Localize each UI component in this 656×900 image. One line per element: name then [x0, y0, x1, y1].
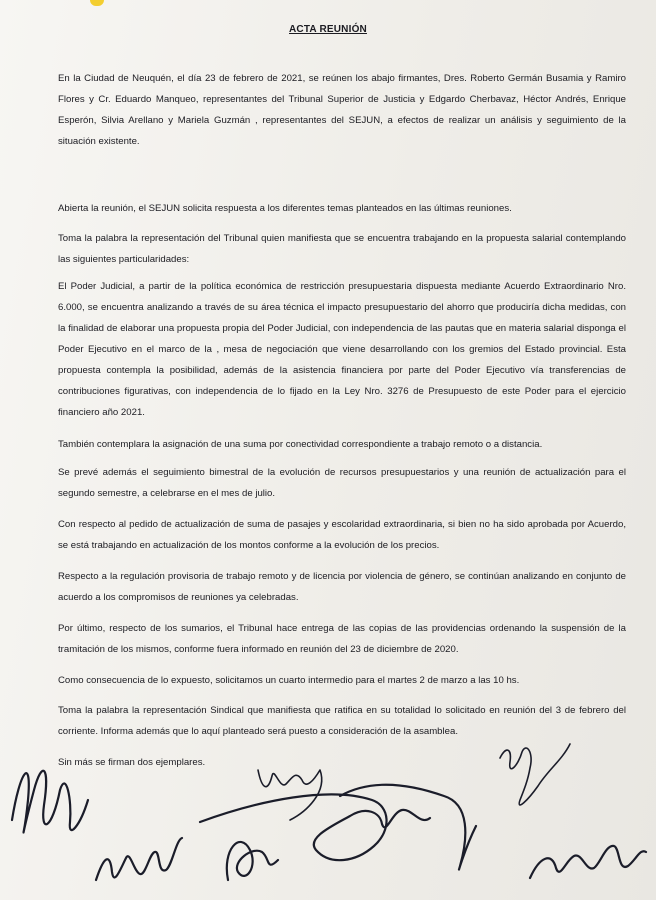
paragraph-pasajes: Con respecto al pedido de actualización de suma de pasajes y escolaridad extraordinaria, si bien no ha sido aprobada por Acuerdo, se está trabajando en actualización de los montos conforme a la evolución de los precios.: [58, 519, 626, 551]
document-title: ACTA REUNIÓN: [289, 24, 367, 35]
signature-3: [227, 842, 278, 880]
signature-5: [200, 794, 430, 860]
paragraph-seguimiento: Se prevé además el seguimiento bimestral de la evolución de recursos presupuestarios y una reunión de actualización para el segundo semestre, a celebrarse en el mes de julio.: [58, 467, 626, 499]
signature-5-tail: [340, 785, 476, 870]
paragraph-poder-judicial: El Poder Judicial, a partir de la política económica de restricción presupuestaria dispuesta mediante Acuerdo Extraordinario Nro. 6.000, se encuentra analizando a través de su área técnica el impacto presupuestario del ahorro que produciría dicha medidas, con la finalidad de elaborar una propuesta propia del Poder Judicial, con independencia de las pautas que en materia salarial disponga el Poder Ejecutivo en el marco de la , mesa de negociación que viene desarrollando con los gremios del Estado provincial. Esta propuesta contempla la posibilidad, además de la asistencia financiera por parte del Poder Ejecutivo vía transferencias de contribuciones figurativas, con independencia de lo fijado en la Ley Nro. 3276 de Presupuesto de este Poder para el ejercicio financiero año 2021.: [58, 281, 626, 418]
paragraph-opening: Abierta la reunión, el SEJUN solicita respuesta a los diferentes temas planteados en las últimas reuniones.: [58, 203, 512, 214]
signature-1: [12, 771, 88, 833]
signature-7: [530, 846, 646, 878]
paragraph-tribunal: Toma la palabra la representación del Tribunal quien manifiesta que se encuentra trabajando en la propuesta salarial contemplando las siguientes particularidades:: [58, 233, 626, 265]
paragraph-sumarios: Por último, respecto de los sumarios, el Tribunal hace entrega de las copias de las providencias ordenando la suspensión de la tramitación de los mismos, conforme fuera informado en reunión del 23 de diciembre de 2020.: [58, 623, 626, 655]
paragraph-trabajo-remoto: Respecto a la regulación provisoria de trabajo remoto y de licencia por violencia de género, se continúan analizando en conjunto de acuerdo a los compromisos de reuniones ya celebradas.: [58, 571, 626, 603]
signature-2: [96, 838, 182, 880]
paragraph-cuarto-intermedio: Como consecuencia de lo expuesto, solicitamos un cuarto intermedio para el martes 2 de marzo a las 10 hs.: [58, 675, 520, 686]
corner-color-mark: [90, 0, 104, 6]
paragraph-sindical: Toma la palabra la representación Sindical que manifiesta que ratifica en su totalidad lo solicitado en reunión del 3 de febrero del corriente. Informa además que lo aquí planteado será puesto a consideración de la asamblea.: [58, 705, 626, 737]
paragraph-closing: Sin más se firman dos ejemplares.: [58, 757, 206, 768]
paragraph-intro: En la Ciudad de Neuquén, el día 23 de febrero de 2021, se reúnen los abajo firmantes, Dres. Roberto Germán Busamia y Ramiro Flores y Cr. Eduardo Manqueo, representantes del Tribunal Superior de Justicia y Edgardo Cherbavaz, Héctor Andrés, Enrique Esperón, Silvia Arellano y Mariela Guzmán , representantes del SEJUN, a efectos de realizar un análisis y seguimiento de la situación existente.: [58, 73, 626, 147]
signature-4: [258, 770, 322, 820]
paragraph-conectividad: También contemplara la asignación de una suma por conectividad correspondiente a trabajo remoto o a distancia.: [58, 439, 543, 450]
